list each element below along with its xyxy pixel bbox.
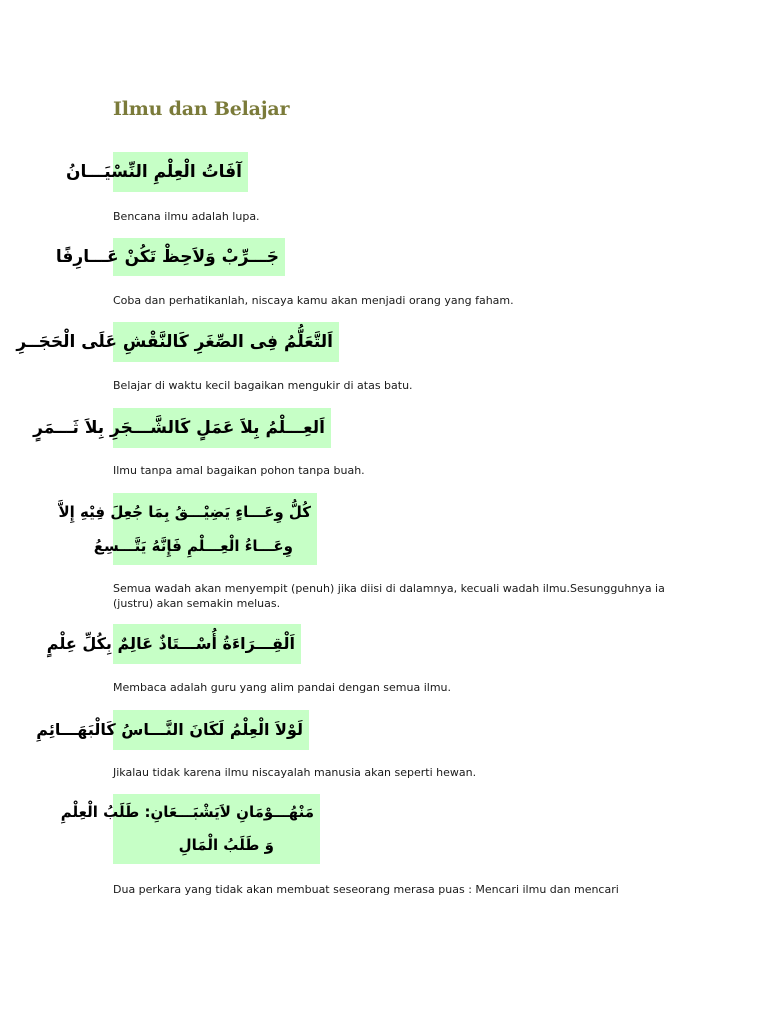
translation-text: Semua wadah akan menyempit (penuh) jika diisi di dalamnya, kecuali wadah ilmu.Sesungguhnya ia (justru) akan semakin meluas.	[113, 582, 665, 610]
arabic-text	[58, 493, 317, 565]
translation-text: Ilmu tanpa amal bagaikan pohon tanpa buah.	[113, 464, 365, 477]
translation-text: Jikalau tidak karena ilmu niscayalah manusia akan seperti hewan.	[113, 766, 477, 779]
arabic-text	[16, 322, 339, 362]
arabic-text	[46, 624, 301, 664]
translation-text: Membaca adalah guru yang alim pandai dengan semua ilmu.	[113, 681, 452, 694]
document-page	[16, 0, 713, 1024]
translation-text: Coba dan perhatikanlah, niscaya kamu akan menjadi orang yang faham.	[113, 294, 514, 307]
arabic-line: اَلْقِـــرَاءَةُ أُسْـــتَاذٌ عَالِمٌ بِكُلِّ عِلْمٍ	[46, 634, 295, 653]
arabic-text	[55, 238, 285, 276]
arabic-line: لَوْلاَ الْعِلْمُ لَكَانَ النَّـــاسُ كَالْبَهَـــائِمِ	[36, 720, 303, 739]
arabic-line: اَلعِـــلْمُ بِلاَ عَمَلٍ كَالشَّـــجَرِ بِلاَ ثَـــمَرٍ	[33, 418, 325, 438]
page-title: Ilmu dan Belajar	[113, 98, 290, 120]
arabic-text	[65, 152, 248, 192]
arabic-line: اَلتَّعَلُّمُ فِى الصِّغَرِ كَالنَّقْشِ عَلَى الْحَجَــرِ	[16, 332, 333, 352]
translation-text: Bencana ilmu adalah lupa.	[113, 210, 260, 223]
arabic-line: آفَاتُ الْعِلْمِ النِّسْيَـــانُ	[65, 162, 242, 182]
arabic-text	[33, 408, 331, 448]
translation-text: Belajar di waktu kecil bagaikan mengukir di atas batu.	[113, 379, 413, 392]
arabic-line: مَنْهُـــوْمَانِ لاَيَشْبَـــعَانِ: طَلَبُ الْعِلْمِ	[60, 803, 314, 821]
arabic-text	[36, 710, 309, 750]
arabic-line: كُلُّ وِعَـــاءٍ يَضِيْـــقُ بِمَا جُعِلَ فِيْهِ إِلاَّ	[58, 503, 311, 521]
arabic-line: وِعَـــاءُ الْعِـــلْمِ فَإِنَّهُ يَتَّـــسِعُ	[93, 537, 293, 555]
arabic-text	[60, 794, 320, 864]
translation-text: Dua perkara yang tidak akan membuat seseorang merasa puas : Mencari ilmu dan mencari	[113, 883, 619, 896]
arabic-line: وَ طَلَبُ الْمَالِ	[178, 836, 274, 854]
arabic-line: جَـــرِّبْ وَلاَحِظْ تَكُنْ عَـــارِفًا	[55, 247, 279, 267]
